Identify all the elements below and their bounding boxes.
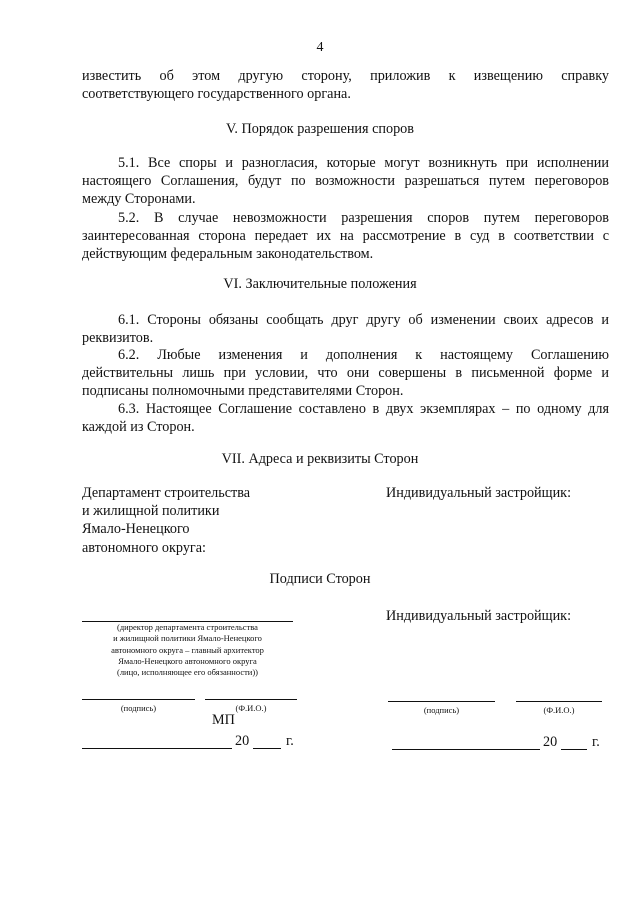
paragraph-6-1	[82, 311, 609, 347]
right-name-line	[516, 701, 602, 702]
right-date-line	[392, 749, 540, 750]
right-signatory-label: Индивидуальный застройщик:	[386, 608, 572, 624]
left-party-name	[82, 484, 250, 557]
text-line: 6.2. Любые изменения и дополнения к настоящему Соглашению	[118, 347, 609, 363]
stamp-label: МП	[212, 712, 235, 728]
text-line: автономного округа:	[82, 539, 206, 556]
text-line: Ямало-Ненецкого автономного округа	[118, 655, 257, 666]
paragraph-6-2	[82, 346, 609, 401]
section-6-heading: VI. Заключительные положения	[223, 276, 417, 292]
left-name-caption: (Ф.И.О.)	[235, 703, 267, 713]
text-line: соответствующего государственного органа.	[82, 86, 351, 103]
text-line: известить об этом другую сторону, приложив к извещению справку	[82, 68, 609, 84]
left-sign-line	[82, 699, 195, 700]
left-signatory-role	[82, 622, 293, 678]
text-line: Департамент строительства	[82, 485, 251, 501]
right-year-line	[561, 749, 587, 750]
right-sign-line	[388, 701, 495, 702]
text-line: и жилищной политики	[82, 503, 220, 520]
text-line: и жилищной политики Ямало-Ненецкого	[113, 633, 262, 644]
left-date-year: 20	[235, 733, 250, 749]
text-line: 6.3. Настоящее Соглашение составлено в двух экземплярах – по одному для	[118, 401, 609, 417]
text-line: реквизитов.	[82, 330, 154, 347]
text-line: настоящего Соглашения, будут по возможности разрешаться путем переговоров	[82, 173, 609, 190]
text-line: между Сторонами.	[82, 191, 196, 208]
text-line: каждой из Сторон.	[82, 419, 195, 436]
right-party-name: Индивидуальный застройщик:	[386, 485, 572, 501]
signatures-heading: Подписи Сторон	[269, 571, 371, 587]
page-number: 4	[316, 40, 324, 55]
text-line: Ямало-Ненецкого	[82, 521, 190, 538]
text-line: подписаны полномочными представителями Сторон.	[82, 383, 404, 400]
section-7-heading: VII. Адреса и реквизиты Сторон	[221, 451, 419, 467]
right-date-year: 20	[543, 734, 558, 750]
intro-paragraph	[82, 67, 609, 103]
text-line: 5.1. Все споры и разногласия, которые могут возникнуть при исполнении	[118, 155, 609, 171]
text-line: 5.2. В случае невозможности разрешения споров путем переговоров	[118, 210, 609, 226]
right-name-caption: (Ф.И.О.)	[543, 705, 575, 715]
paragraph-6-3	[82, 400, 609, 436]
text-line: (директор департамента строительства	[117, 622, 258, 632]
left-date-line	[82, 748, 232, 749]
text-line: действительны лишь при условии, что они совершены в письменной форме и	[82, 365, 609, 382]
text-line: (лицо, исполняющее его обязанности))	[116, 667, 259, 678]
paragraph-5-2	[82, 209, 609, 264]
text-line: 6.1. Стороны обязаны сообщать друг другу об изменении своих адресов и	[118, 312, 609, 328]
right-sign-caption: (подпись)	[423, 705, 460, 715]
left-sign-caption: (подпись)	[120, 703, 157, 713]
left-name-line	[205, 699, 297, 700]
left-year-line	[253, 748, 281, 749]
text-line: действующим федеральным законодательством.	[82, 246, 374, 263]
text-line: заинтересованная сторона передает их на рассмотрение в суд в соответствии с	[82, 228, 609, 245]
paragraph-5-1	[82, 154, 609, 209]
text-line: автономного округа – главный архитектор	[111, 644, 264, 655]
section-5-heading: V. Порядок разрешения споров	[226, 121, 414, 137]
right-date-suffix: г.	[592, 734, 600, 750]
left-date-suffix: г.	[286, 733, 294, 749]
